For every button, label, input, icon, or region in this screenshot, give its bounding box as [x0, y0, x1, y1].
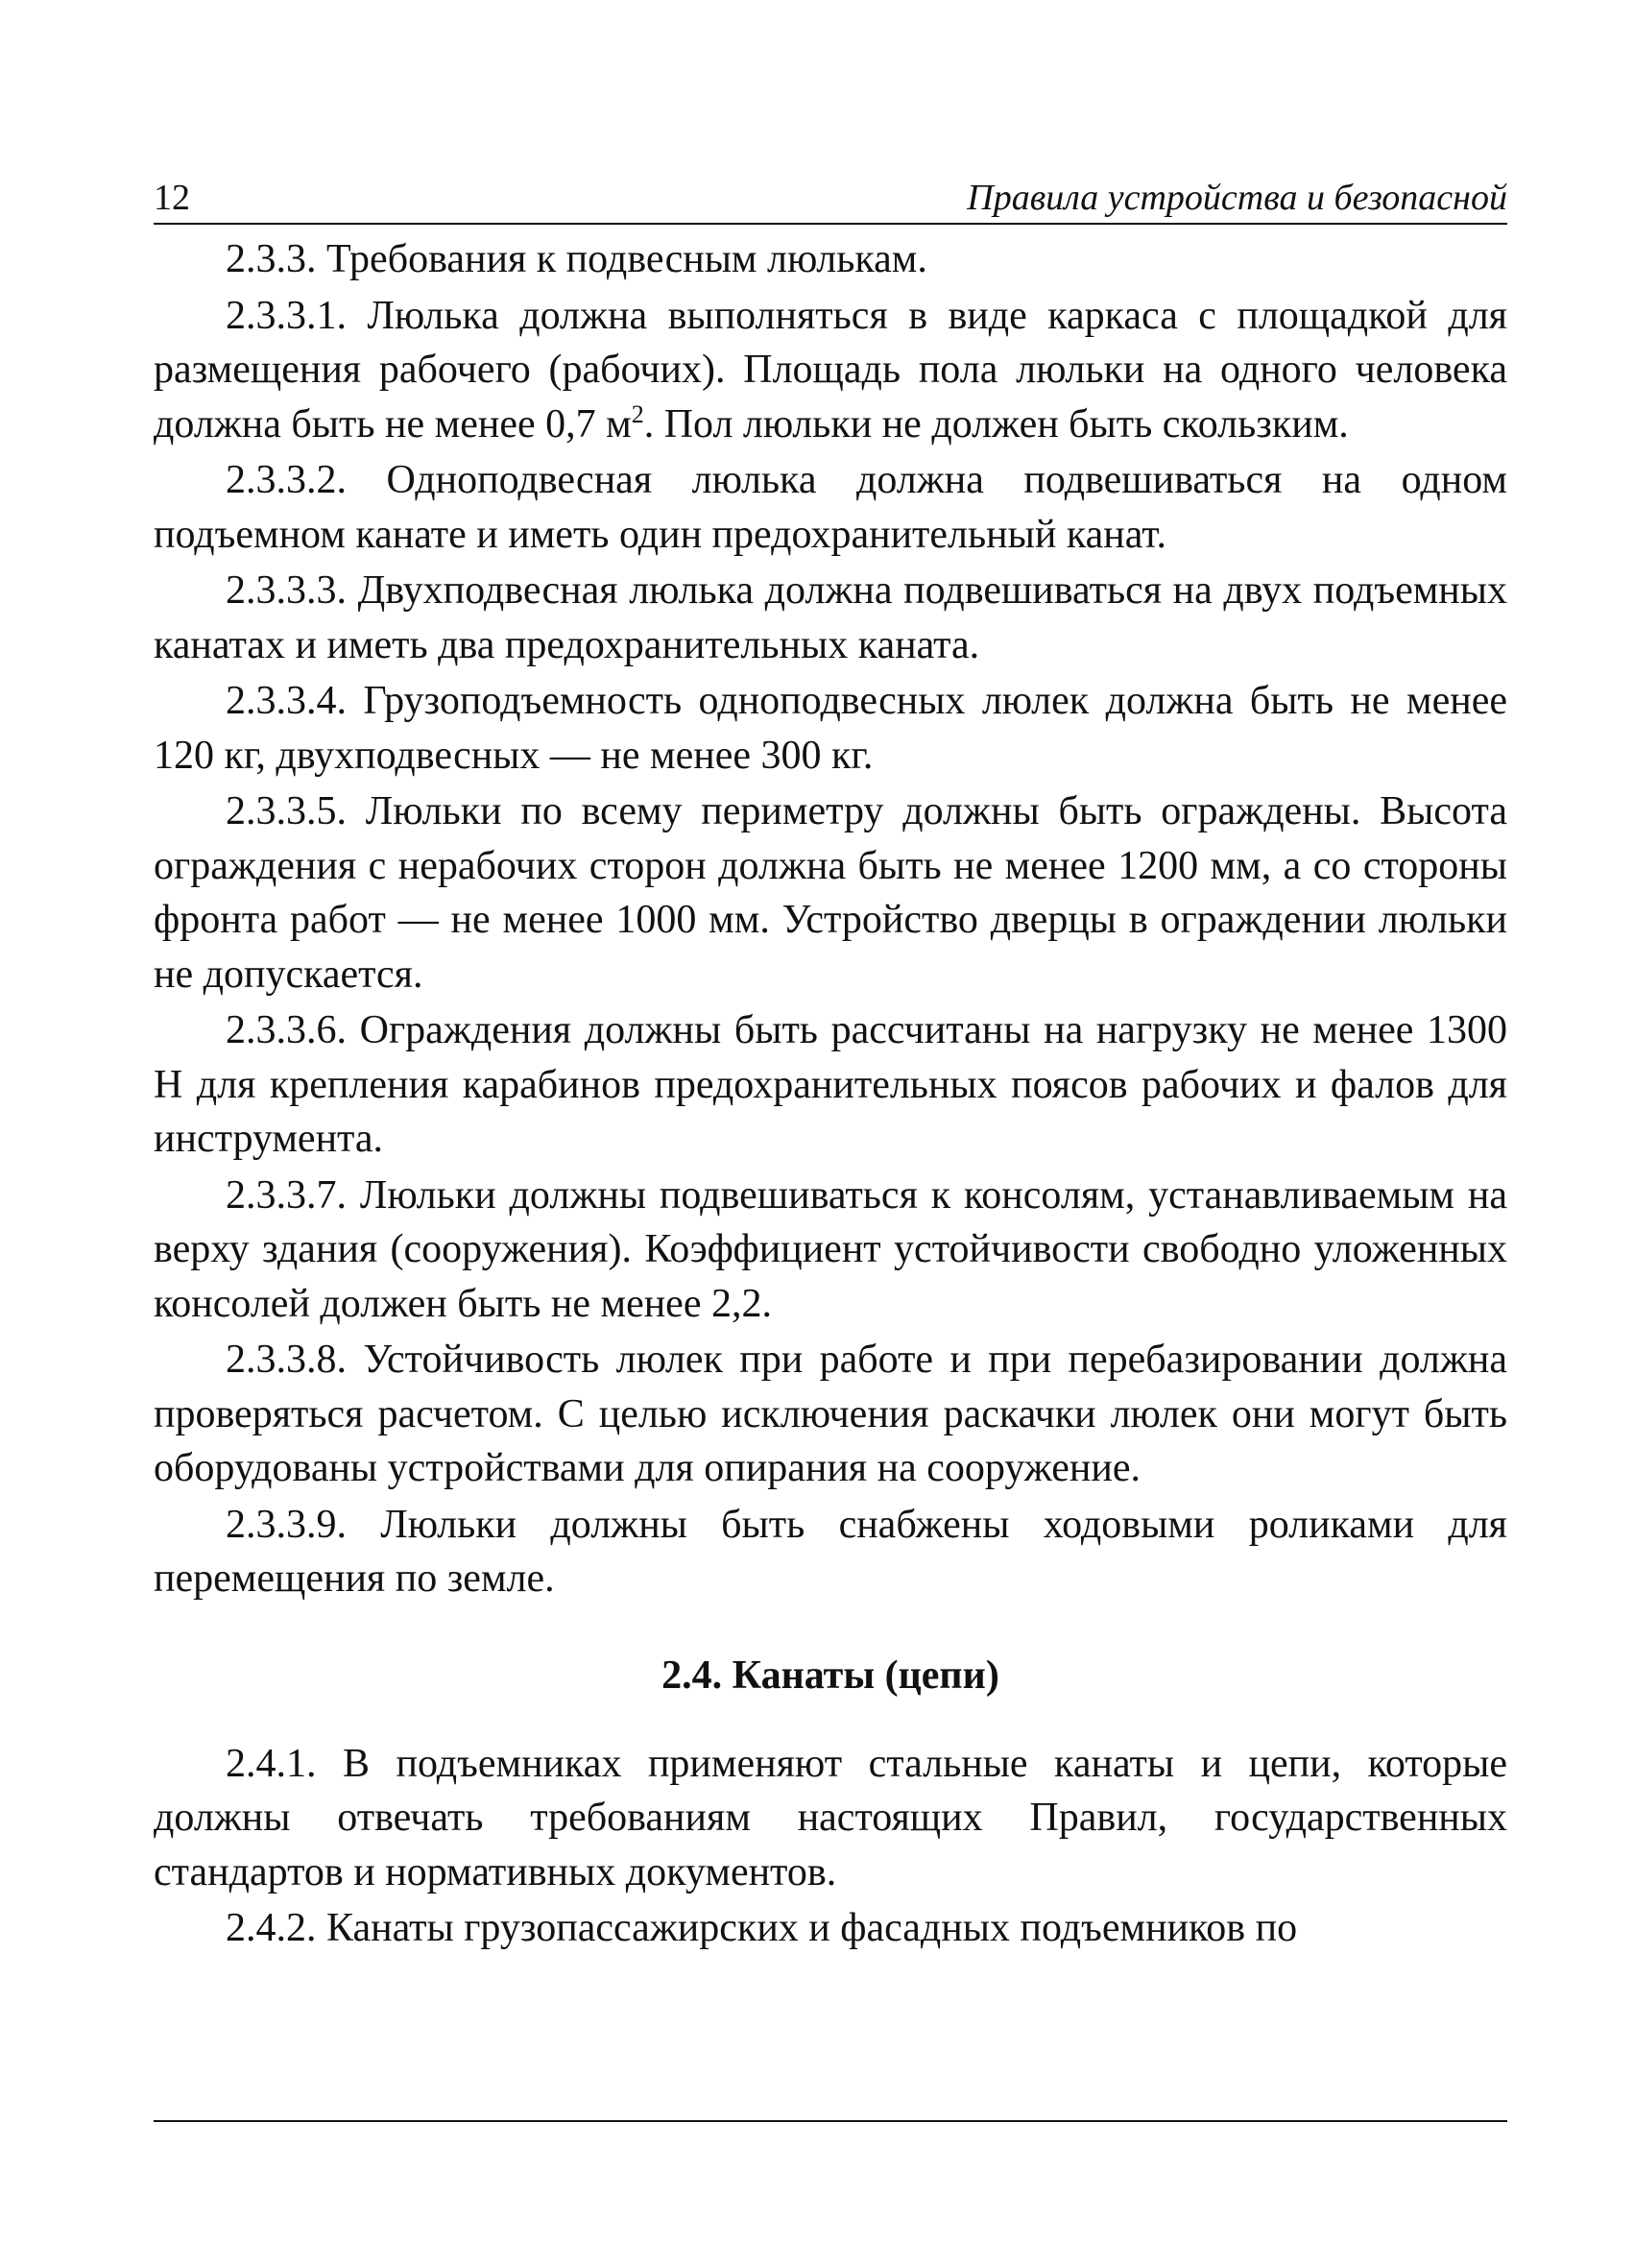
paragraph-2-3-3-6: 2.3.3.6. Ограждения должны быть рассчитаны на нагрузку не менее 1300 Н для крепления карабинов предохранительных поясов рабочих и фалов для инструмента.: [154, 1008, 1507, 1161]
paragraph-2-3-3: 2.3.3. Требования к подвесным люлькам.: [226, 237, 927, 281]
body-text: [154, 232, 1507, 1956]
section-heading: 2.4. Канаты (цепи): [661, 1653, 999, 1698]
paragraph-2-3-3-8: 2.3.3.8. Устойчивость люлек при работе и при перебазировании должна проверяться расчетом. С целью исключения раскачки люлек они могут быть оборудованы устройствами для опирания на сооружение.: [154, 1338, 1507, 1490]
footer-rule: [154, 2120, 1507, 2122]
paragraph-2-3-3-9: 2.3.3.9. Люльки должны быть снабжены ходовыми роликами для перемещения по земле.: [154, 1502, 1507, 1601]
paragraph-2-3-3-7: 2.3.3.7. Люльки должны подвешиваться к консолям, устанавливаемым на верху здания (сооружения). Коэффициент устойчивости свободно уложенных консолей должен быть не менее 2,2.: [154, 1172, 1507, 1326]
paragraph-2-3-3-2: 2.3.3.2. Одноподвесная люлька должна подвешиваться на одном подъемном канате и иметь один предохранительный канат.: [154, 458, 1507, 557]
document-page: [154, 173, 1507, 1956]
paragraph-2-3-3-1: 2.3.3.1. Люлька должна выполняться в виде каркаса с площадкой для размещения рабочего (рабочих). Площадь пола люльки на одного человека должна быть не менее 0,7 $м^2$. Пол люльки не должен быть скользким.: [154, 293, 1507, 446]
paragraph-2-4-2: 2.4.2. Канаты грузопассажирских и фасадных подъемников по: [226, 1906, 1298, 1950]
running-header: [154, 173, 1507, 225]
paragraph-2-3-3-4: 2.3.3.4. Грузоподъемность одноподвесных люлек должна быть не менее 120 кг, двухподвесных — не менее 300 кг.: [154, 679, 1507, 778]
superscript-2: 2: [631, 399, 644, 428]
paragraph-2-3-3-5: 2.3.3.5. Люльки по всему периметру должны быть ограждены. Высота ограждения с нерабочих сторон должна быть не менее 1200 мм, а со стороны фронта работ — не менее 1000 мм. Устройство дверцы в ограждении люльки не допускается.: [154, 789, 1507, 997]
paragraph-2-3-3-3: 2.3.3.3. Двухподвесная люлька должна подвешиваться на двух подъемных канатах и иметь два предохранительных каната.: [154, 568, 1507, 667]
page-number: 12: [154, 178, 190, 218]
running-header-title: Правила устройства и безопасной: [967, 178, 1507, 218]
paragraph-2-4-1: 2.4.1. В подъемниках применяют стальные канаты и цепи, которые должны отвечать требованиям настоящих Правил, государственных стандартов и нормативных документов.: [154, 1741, 1507, 1894]
